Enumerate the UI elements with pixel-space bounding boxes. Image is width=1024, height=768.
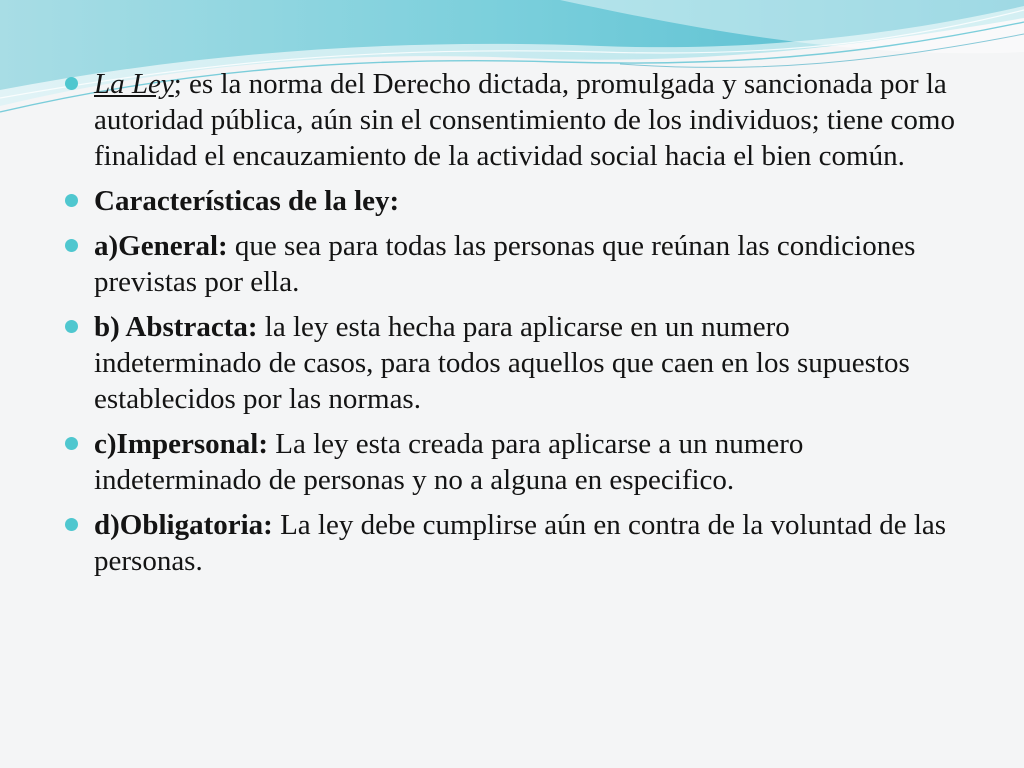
bullet-ley-definition: [64, 66, 964, 174]
bullet-dot-icon: [65, 320, 78, 333]
bullet-dot-icon: [65, 437, 78, 450]
bullet-abstracta: [64, 309, 964, 417]
term-la-ley: La Ley: [94, 68, 174, 100]
bullet-dot-icon: [65, 518, 78, 531]
abstracta-text: la ley esta hecha para aplicarse en un numero indeterminado de casos, para todos aquellos que caen en los supuestos establecidos por las normas.: [94, 311, 910, 415]
bullet-list: [64, 66, 964, 588]
bullet-caracteristicas-heading: [64, 183, 964, 219]
term-obligatoria: d)Obligatoria:: [94, 509, 273, 541]
obligatoria-text: La ley debe cumplirse aún en contra de la voluntad de las personas.: [94, 509, 947, 577]
ley-definition-text: ; es la norma del Derecho dictada, promulgada y sancionada por la autoridad pública, aún sin el consentimiento de los individuos; tiene como finalidad el encauzamiento de la actividad social hacia el bien común.: [94, 68, 955, 172]
general-text: que sea para todas las personas que reúnan las condiciones previstas por ella.: [94, 230, 916, 298]
caracteristicas-heading: Características de la ley:: [94, 185, 400, 217]
impersonal-text: La ley esta creada para aplicarse a un numero indeterminado de personas y no a alguna en especifico.: [94, 428, 804, 496]
bullet-obligatoria: [64, 507, 964, 579]
bullet-dot-icon: [65, 77, 78, 90]
bullet-dot-icon: [65, 239, 78, 252]
term-abstracta: b) Abstracta:: [94, 311, 258, 343]
term-general: a)General:: [94, 230, 228, 262]
term-impersonal: c)Impersonal:: [94, 428, 268, 460]
bullet-general: [64, 228, 964, 300]
bullet-impersonal: [64, 426, 964, 498]
bullet-dot-icon: [65, 194, 78, 207]
